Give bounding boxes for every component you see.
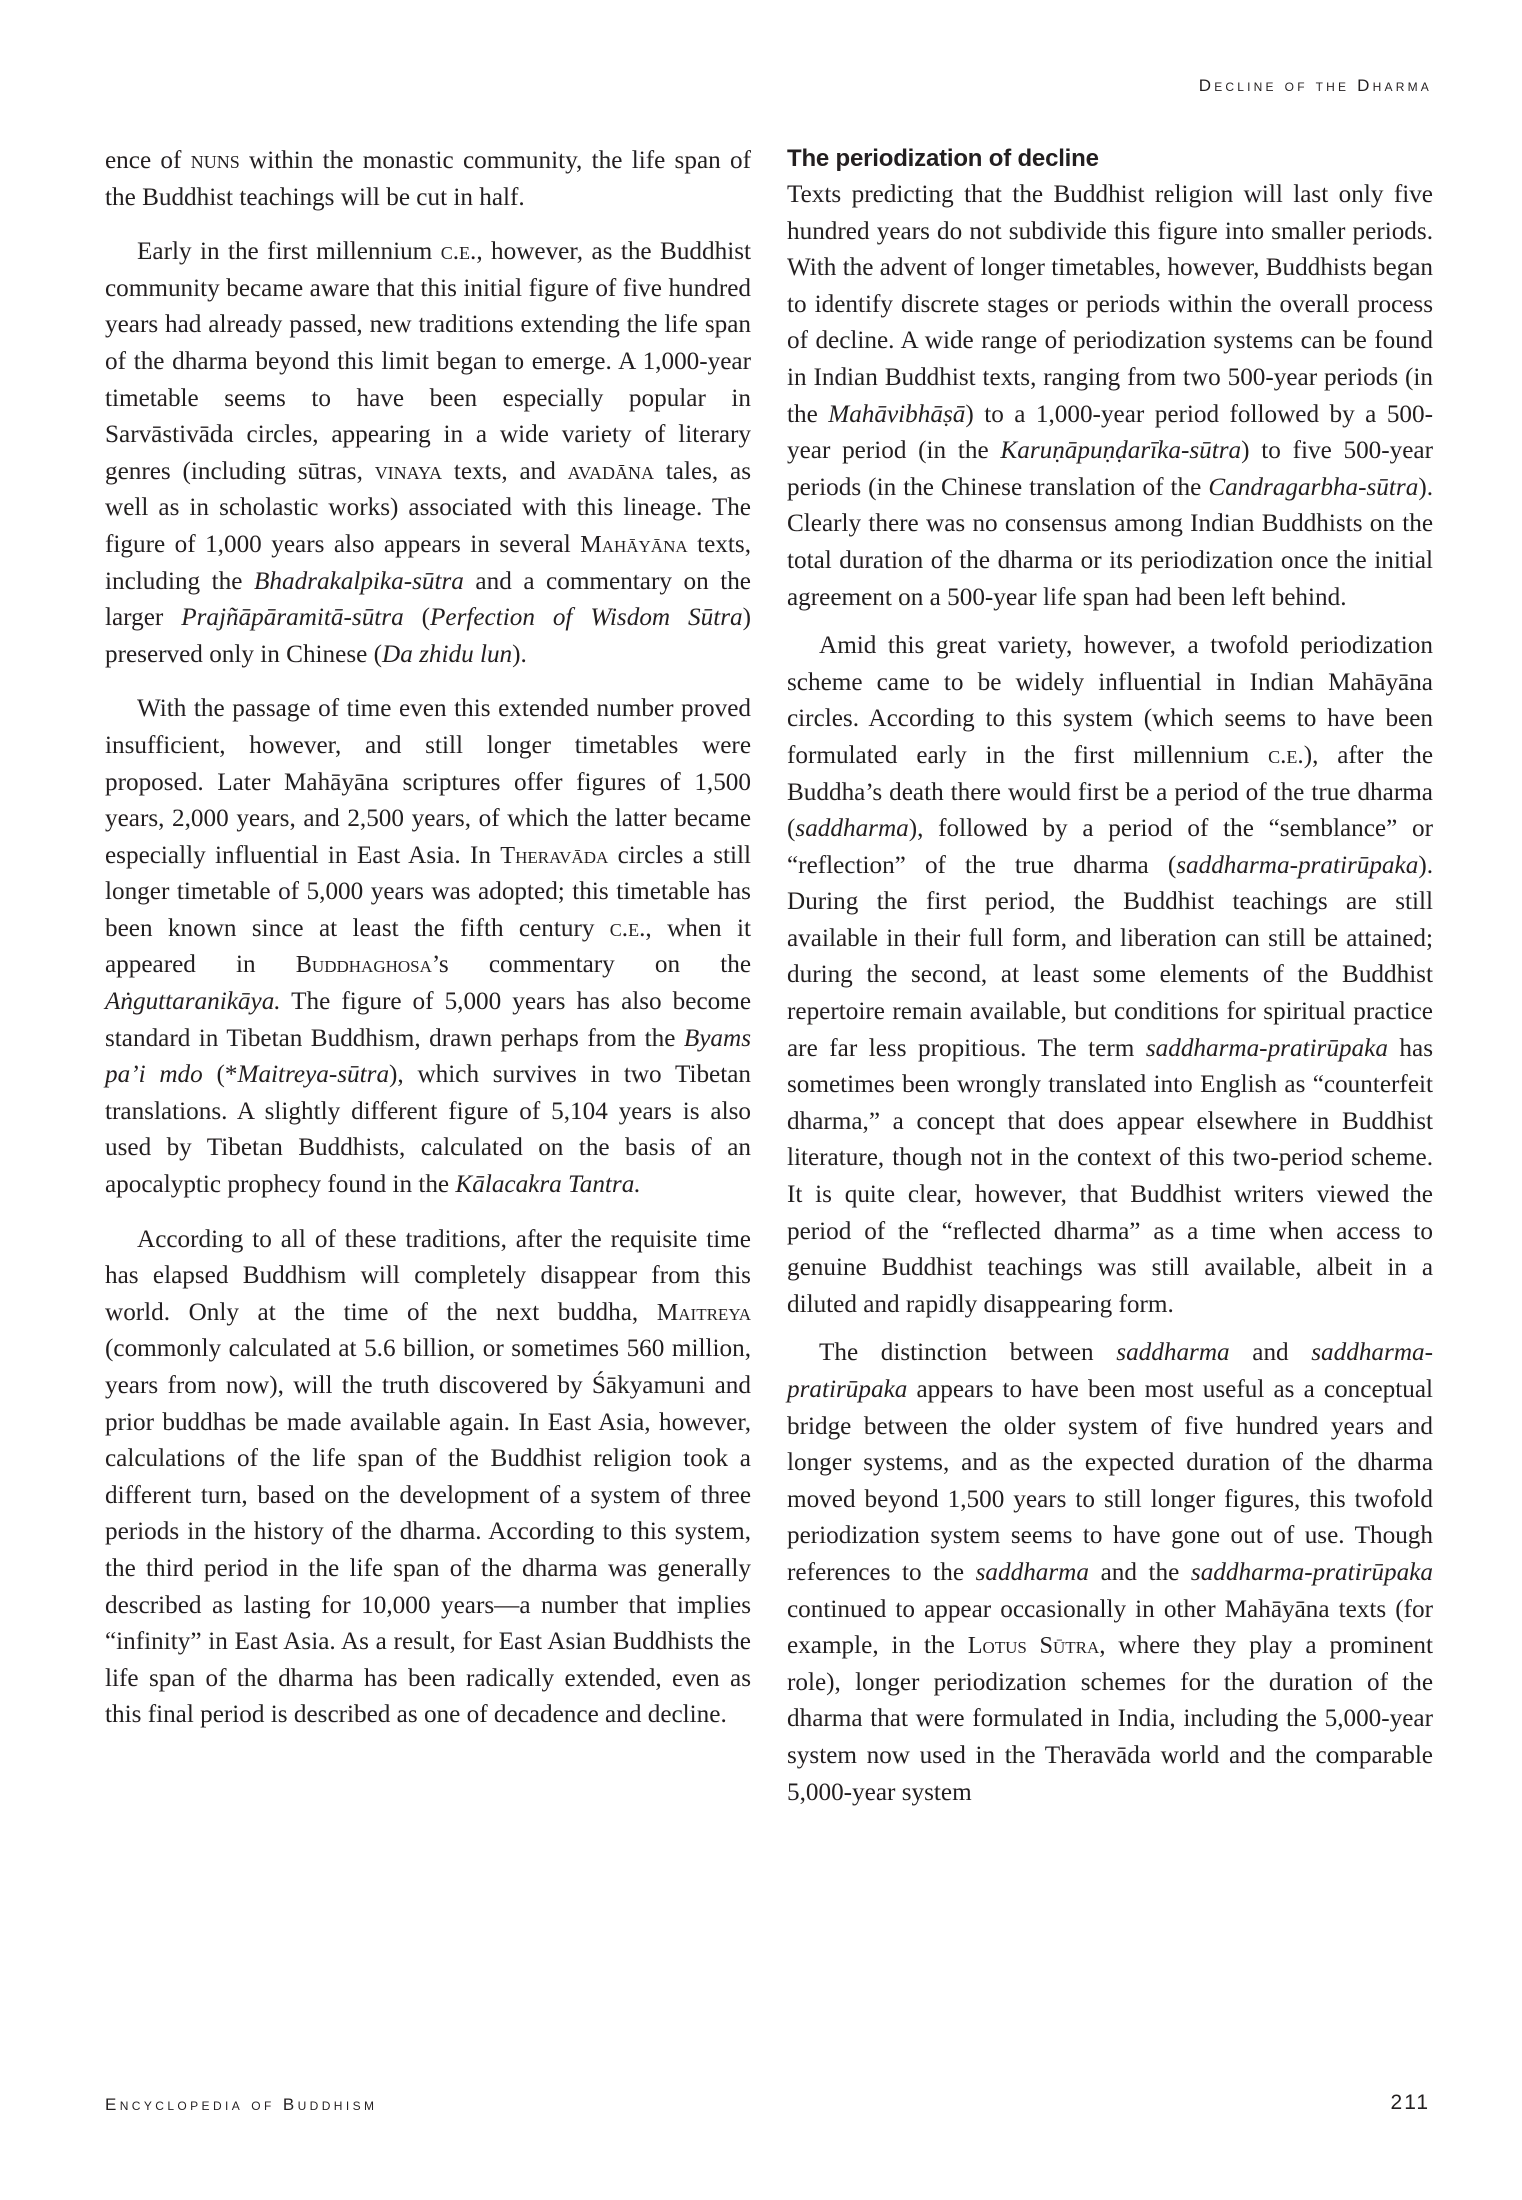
paragraph	[787, 1335, 1433, 1811]
term-italic: saddharma-pratirūpaka	[1190, 1558, 1433, 1586]
text: ), after the Buddha’s death there would first be a period of the true dharma (	[787, 741, 1433, 843]
cross-reference-lotus-sutra: Lotus Sūtra	[967, 1632, 1100, 1660]
text: ). Clearly there was no consensus among Indian Buddhists on the total duration of the dharma or its periodization once the initial agreement on a 500-year life span had been left behind.	[787, 473, 1433, 611]
text: ).	[512, 640, 527, 668]
text: within the monastic community, the life span of the Buddhist teachings will be cut in half.	[105, 147, 751, 211]
paragraph	[105, 1222, 751, 1734]
title-italic: Da zhidu lun	[382, 640, 513, 668]
term-italic: saddharma-pratirūpaka	[1145, 1034, 1388, 1062]
cross-reference-mahayana: Mahāyāna	[580, 530, 688, 558]
text: ), which survives in two Tibetan translations. A slightly different figure of 5,104 years is also used by Tibetan Buddhists, calculated on the basis of an apocalyptic prophecy found in the	[105, 1061, 752, 1199]
text: and the	[1088, 1558, 1191, 1586]
text: ) to a 1,000-year period followed by a 500-year period (in the	[787, 400, 1433, 465]
text: According to all of these traditions, after the requisite time has elapsed Buddhism will completely disappear from this world. Only at the time of the next buddha,	[105, 1225, 751, 1326]
footer-book-title: Encyclopedia of Buddhism	[105, 2095, 378, 2114]
text: ence of	[105, 147, 191, 174]
text: tales, as well as in scholastic works) associated with this lineage. The figure of 1,000 years also appears in several	[105, 457, 751, 558]
text: The figure of 5,000 years has also become standard in Tibetan Buddhism, drawn perhaps from the	[105, 988, 751, 1052]
text: texts, and	[442, 457, 568, 485]
title-italic: Perfection of Wisdom Sūtra	[430, 604, 743, 632]
title-italic: Bhadrakalpika-sūtra	[254, 567, 464, 595]
text: has sometimes been wrongly translated into English as “counterfeit dharma,” a concept that does appear elsewhere in Buddhist literature, though not in the context of this two-period scheme. It is quite clear, however, that Buddhist writers viewed the period of the “reflected dharma” as a time when access to genuine Buddhist teachings was still available, albeit in a diluted and rapidly disappearing form.	[787, 1034, 1434, 1318]
text: appears to have been most useful as a conceptual bridge between the older system of five hundred years and longer systems, and as the expected duration of the dharma moved beyond 1,500 years to still longer figures, this twofold periodization system seems to have gone out of use. Though references to the	[787, 1376, 1433, 1586]
text: continued to appear occasionally in other Mahāyāna texts (for example, in the	[787, 1595, 1433, 1660]
text: , when it appeared in	[105, 914, 751, 979]
cross-reference-vinaya: vinaya	[374, 457, 443, 485]
title-italic: Mahāvibhāṣā	[828, 400, 966, 428]
text: The distinction between	[819, 1339, 1117, 1367]
term-italic: saddharma	[1116, 1339, 1230, 1367]
text: circles a still longer timetable of 5,000 years was adopted; this timetable has been known since at least the fifth century	[105, 841, 751, 942]
title-italic: Candragarbha-sūtra	[1208, 473, 1419, 501]
text: (	[403, 604, 431, 632]
title-italic: Karuṇāpuṇḍarīka-sūtra	[1000, 437, 1242, 465]
text: and	[1229, 1339, 1312, 1367]
text: (commonly calculated at 5.6 billion, or sometimes 560 million, years from now), will the truth discovered by Śākyamuni and prior buddhas be made available again. In East Asia, however, calculations of the life span of the Buddhist religion took a different turn, based on the development of a system of three periods in the history of the dharma. According to this system, the third period in the life span of the dharma was generally described as lasting for 10,000 years—a number that implies “infinity” in East Asia. As a result, for East Asian Buddhists the life span of the dharma has been radically extended, even as this final period is described as one of decadence and decline.	[105, 1335, 751, 1729]
section-heading: The periodization of decline	[787, 145, 1099, 172]
term-italic: saddharma	[975, 1558, 1089, 1586]
text: Amid this great variety, however, a twofold periodization scheme came to be widely influential in Indian Mahāyāna circles. According to this system (which seems to have been formulated early in the first millennium	[787, 632, 1433, 769]
title-italic: Maitreya-sūtra	[237, 1061, 390, 1089]
cross-reference-nuns: nuns	[190, 147, 240, 174]
text: ) to five 500-year periods (in the Chinese translation of the	[787, 437, 1434, 501]
era-abbrev: c.e.	[609, 914, 646, 942]
paragraph	[105, 234, 751, 673]
text: Texts predicting that the Buddhist religion will last only five hundred years do not subdivide this figure into smaller periods. With the advent of longer timetables, however, Buddhists began to identify discrete stages or periods within the overall process of decline. A wide range of periodization systems can be found in Indian Buddhist texts, ranging from two 500-year periods (in the	[787, 181, 1433, 428]
title-italic: Kālacakra Tantra.	[455, 1171, 641, 1199]
text: , however, as the Buddhist community became aware that this initial figure of five hundred years had already passed, new traditions extending the life span of the dharma beyond this limit began to emerge. A 1,000-year timetable seems to have been especially popular in Sarvāstivāda circles, appearing in a wide variety of literary genres (including sūtras,	[105, 238, 751, 485]
paragraph	[105, 691, 751, 1203]
right-column	[787, 143, 1433, 1811]
text: and a commentary on the larger	[105, 567, 751, 632]
paragraph	[105, 143, 751, 216]
running-head: Decline of the Dharma	[1198, 76, 1432, 95]
term-italic: saddharma	[795, 815, 909, 843]
era-abbrev: c.e.	[1268, 741, 1304, 769]
text: Early in the first millennium	[137, 238, 441, 266]
text: texts, including the	[105, 530, 751, 595]
text: (*	[202, 1061, 238, 1089]
paragraph	[787, 628, 1433, 1323]
era-abbrev: c.e.	[440, 238, 477, 266]
term-italic: saddharma-pratirūpaka	[1176, 851, 1419, 879]
text: ). During the first period, the Buddhist teachings are still available in their full form, and liberation can still be attained; during the second, at least some elements of the Buddhist repertoire remain available, but conditions for spiritual practice are far less propitious. The term	[787, 851, 1433, 1062]
left-column	[105, 143, 751, 1734]
cross-reference-theravada: Theravāda	[500, 841, 609, 869]
cross-reference-buddhaghosa: Buddhaghosa	[295, 951, 432, 979]
paragraph	[787, 177, 1433, 616]
text: ’s commentary on the	[431, 951, 751, 979]
cross-reference-maitreya: Maitreya	[656, 1298, 751, 1326]
text: ) preserved only in Chinese (	[105, 604, 751, 668]
text: , where they play a prominent role), longer periodization schemes for the duration of the dharma that were formulated in India, including the 5,000-year system now used in the Theravāda world and the comparable 5,000-year system	[787, 1632, 1433, 1806]
cross-reference-avadana: avadāna	[567, 457, 654, 485]
title-italic: Aṅguttaranikāya.	[105, 988, 281, 1016]
page-number: 211	[1390, 2091, 1430, 2114]
text: With the passage of time even this extended number proved insufficient, however, and still longer timetables were proposed. Later Mahāyāna scriptures offer figures of 1,500 years, 2,000 years, and 2,500 years, of which the latter became especially influential in East Asia. In	[105, 695, 751, 869]
title-italic: Prajñāpāramitā-sūtra	[181, 604, 404, 632]
title-italic: Byams pa’i mdo	[105, 1024, 751, 1089]
text: ), followed by a period of the “semblance” or “reflection” of the true dharma (	[787, 815, 1433, 879]
term-italic: saddharma-pratirūpaka	[787, 1339, 1433, 1403]
